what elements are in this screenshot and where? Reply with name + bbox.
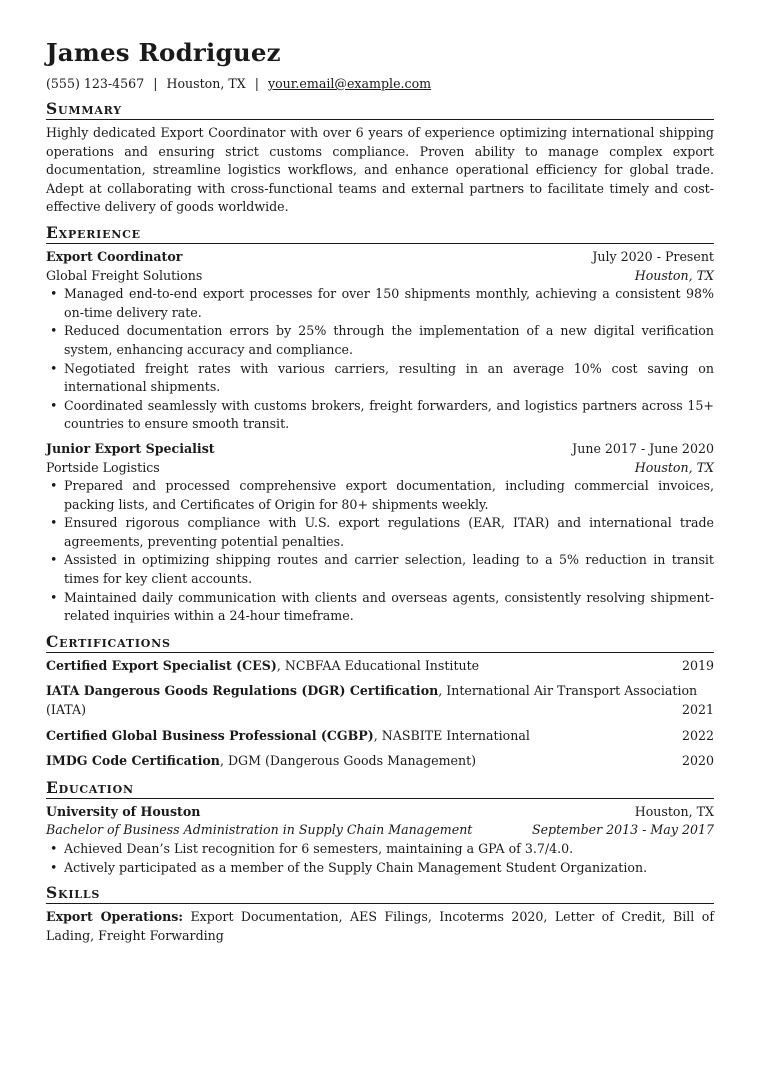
certification-item [46, 727, 714, 746]
certification-name: IMDG Code Certification [46, 753, 220, 769]
certification-item [46, 657, 714, 676]
bullet-item: • Actively participated as a member of the Supply Chain Management Student Organization. [46, 859, 714, 878]
certification-issuer: , International Air Transport Association [438, 683, 698, 699]
job-bullets [46, 477, 714, 626]
bullet-item: • Negotiated freight rates with various carriers, resulting in an average 10% cost saving on international shipments. [46, 360, 714, 397]
job-entry [46, 440, 714, 626]
contact-separator: | [153, 76, 158, 91]
contact-line [46, 75, 714, 93]
school-name: University of Houston [46, 803, 201, 819]
skills-label: Export Operations: [46, 909, 184, 925]
certification-item [46, 752, 714, 771]
bullet-item: • Achieved Dean’s List recognition for 6 semesters, maintaining a GPA of 3.7/4.0. [46, 840, 714, 859]
job-entry [46, 248, 714, 434]
bullet-item: • Managed end-to-end export processes for over 150 shipments monthly, achieving a consistent 98% on-time delivery rate. [46, 285, 714, 322]
job-location: Houston, TX [634, 267, 714, 283]
contact-separator: | [254, 76, 259, 91]
resume-page [46, 38, 714, 945]
certification-item [46, 682, 714, 719]
job-dates: July 2020 - Present [592, 248, 714, 264]
certification-year: 2020 [681, 753, 714, 769]
certification-year: 2022 [681, 727, 714, 743]
skills-heading: Skills [46, 883, 714, 904]
certification-issuer: , DGM (Dangerous Goods Management) [219, 753, 477, 769]
experience-heading: Experience [46, 223, 714, 244]
bullet-item: • Assisted in optimizing shipping routes and carrier selection, leading to a 5% reduction in transit times for key client accounts. [46, 551, 714, 588]
certifications-heading: Certifications [46, 632, 714, 653]
job-bullets [46, 285, 714, 434]
certification-name: IATA Dangerous Goods Regulations (DGR) Certification [46, 683, 439, 699]
job-location: Houston, TX [634, 459, 714, 475]
education-dates: September 2013 - May 2017 [531, 822, 714, 838]
phone-number: (555) 123-4567 [46, 76, 145, 91]
bullet-item: • Reduced documentation errors by 25% through the implementation of a new digital verification system, enhancing accuracy and compliance. [46, 322, 714, 359]
bullet-item: • Prepared and processed comprehensive export documentation, including commercial invoices, packing lists, and Certificates of Origin for 80+ shipments weekly. [46, 477, 714, 514]
education-heading: Education [46, 778, 714, 799]
skills-text: Export Documentation, AES Filings, Incoterms 2020, Letter of Credit, Bill of Lading, Freight Forwarding [46, 909, 714, 943]
certification-name: Certified Export Specialist (CES) [46, 657, 277, 673]
summary-heading: Summary [46, 99, 714, 120]
certification-issuer: , NCBFAA Educational Institute [276, 657, 480, 673]
job-dates: June 2017 - June 2020 [572, 440, 714, 456]
company-name: Global Freight Solutions [46, 267, 203, 283]
candidate-name: James Rodriguez [46, 38, 281, 67]
degree-name: Bachelor of Business Administration in Supply Chain Management [46, 822, 473, 838]
bullet-item: • Coordinated seamlessly with customs brokers, freight forwarders, and logistics partners across 15+ countries to ensure smooth transit. [46, 397, 714, 434]
job-title: Junior Export Specialist [46, 440, 215, 456]
bullet-item: • Maintained daily communication with clients and overseas agents, consistently resolving shipment-related inquiries within a 24-hour timeframe. [46, 589, 714, 626]
certification-name: Certified Global Business Professional (CGBP) [46, 727, 374, 743]
certification-issuer-continued: (IATA) [46, 702, 87, 718]
email-link[interactable]: your.email@example.com [267, 76, 432, 91]
skills-line [46, 908, 714, 945]
certification-year: 2019 [681, 657, 714, 673]
certification-year: 2021 [681, 702, 714, 718]
school-location: Houston, TX [634, 803, 714, 819]
job-title: Export Coordinator [46, 248, 183, 264]
education-bullets [46, 840, 714, 877]
bullet-item: • Ensured rigorous compliance with U.S. export regulations (EAR, ITAR) and international trade agreements, preventing potential penalties. [46, 514, 714, 551]
summary-text: Highly dedicated Export Coordinator with over 6 years of experience optimizing international shipping operations and ensuring strict customs compliance. Proven ability to manage complex export documentation, streamline logistics workflows, and enhance operational efficiency for global trade. Adept at collaborating with cross-functional teams and external partners to facilitate timely and cost-effective delivery of goods worldwide. [46, 125, 714, 215]
certification-issuer: , NASBITE International [373, 727, 530, 743]
location: Houston, TX [166, 76, 246, 91]
company-name: Portside Logistics [46, 459, 160, 475]
